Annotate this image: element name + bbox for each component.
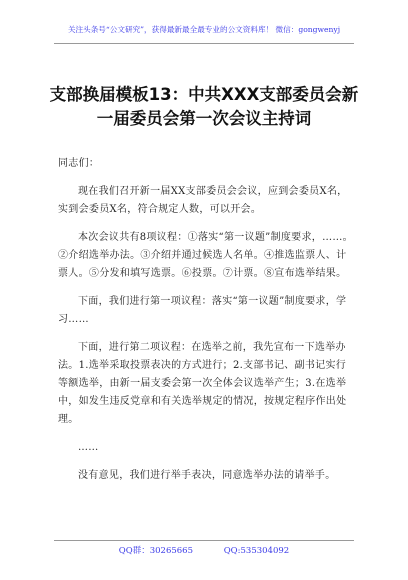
paragraph-vote: 没有意见，我们进行举手表决，同意选举办法的请举手。 <box>78 470 336 481</box>
document-title <box>40 83 368 131</box>
header-banner-text: 关注头条号“公文研究”，获得最新最全最专业的公文资料库！ 微信：gongwenyj <box>67 25 341 34</box>
paragraph-item-one: 下面，我们进行第一项议程：落实“第一议题”制度要求，学习…… <box>58 296 347 325</box>
footer-qq-group: QQ群：30265665 <box>118 546 193 556</box>
document-title-line2: 一届委员会第一次会议主持词 <box>96 109 312 128</box>
footer-qq-number: QQ:535304092 <box>223 546 290 556</box>
document-body <box>58 155 356 485</box>
header-banner <box>54 19 354 44</box>
footer <box>54 540 354 561</box>
paragraph-agenda: 本次会议共有8项议程：①落实“第一议题”制度要求，……。②介绍选举办法。③介绍并通过候选人名单。④推选监票人、计票人。⑤分发和填写选票。⑥投票。⑦计票。⑧宣布选举结果。 <box>58 232 353 279</box>
salutation: 同志们： <box>58 158 100 169</box>
paragraph-ellipsis: …… <box>78 442 99 453</box>
document-title-line1: 支部换届模板13：中共XXX支部委员会新 <box>49 85 359 104</box>
paragraph-opening: 现在我们召开新一届XX支部委员会会议，应到会委员X名，实到会委员X名，符合规定人数，可以开会。 <box>58 186 348 215</box>
paragraph-item-two: 下面，进行第二项议程：在选举之前，我先宣布一下选举办法。1.选举采取投票表决的方式进行；2.支部书记、副书记实行等额选举，由新一届支委会第一次全体会议选举产生；3.在选举中，如发生违反党章和有关选举规定的情况，按规定程序作出处理。 <box>58 342 347 425</box>
